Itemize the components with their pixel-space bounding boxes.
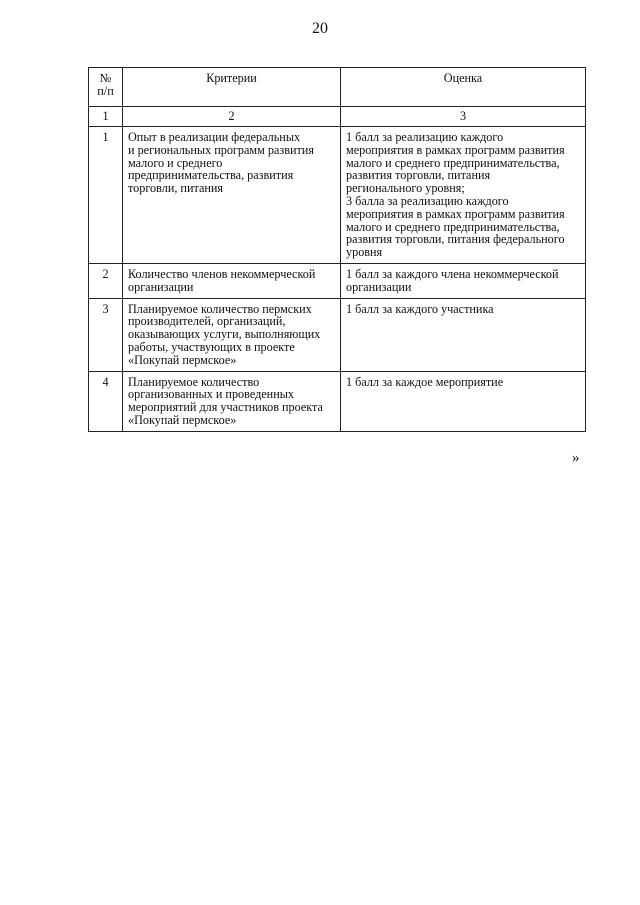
text-line: развития торговли, питания (346, 168, 491, 183)
text-line: предпринимательства, развития (128, 168, 294, 183)
text-line: регионального уровня; (346, 181, 465, 196)
row-score (341, 127, 586, 264)
text-line: производителей, организаций, (128, 314, 286, 329)
table-row (89, 263, 586, 298)
row-number: 4 (89, 371, 123, 431)
closing-quote-mark: » (572, 450, 580, 466)
header-score: Оценка (341, 68, 586, 107)
text-line: № (99, 71, 112, 85)
header-criteria: Критерии (123, 68, 341, 107)
row-criteria (123, 371, 341, 431)
text-line: «Покупай пермское» (128, 412, 237, 427)
text-line: мероприятия в рамках программ развития (346, 206, 565, 221)
text-line: малого и среднего (128, 155, 223, 170)
row-number: 2 (89, 263, 123, 298)
criteria-table (88, 67, 586, 432)
text-line: 1 балл за каждого участника (346, 301, 494, 316)
text-line: и региональных программ развития (128, 142, 314, 157)
text-line: п/п (97, 83, 114, 98)
row-criteria (123, 127, 341, 264)
text-line: малого и среднего предпринимательства, (346, 155, 560, 170)
text-line: Планируемое количество пермских (128, 301, 312, 316)
text-line: оказывающих услуги, выполняющих (128, 327, 321, 342)
row-criteria (123, 263, 341, 298)
column-number: 1 (89, 107, 123, 127)
text-line: 1 балл за каждое мероприятие (346, 374, 504, 389)
text-line: организации (346, 279, 412, 294)
column-number: 3 (341, 107, 586, 127)
text-line: работы, участвующих в проекте (128, 339, 295, 354)
table-header (89, 68, 586, 107)
text-line: торговли, питания (128, 181, 224, 196)
text-line: «Покупай пермское» (128, 352, 237, 367)
text-line: развития торговли, питания федерального (346, 232, 565, 247)
row-number: 3 (89, 298, 123, 371)
text-line: Планируемое количество (128, 374, 260, 389)
table-row (89, 127, 586, 264)
text-line: Количество членов некоммерческой (128, 266, 316, 281)
row-criteria (123, 298, 341, 371)
text-line: Опыт в реализации федеральных (128, 130, 301, 144)
table-row (89, 371, 586, 431)
text-line: 3 балла за реализацию каждого (346, 193, 509, 208)
text-line: малого и среднего предпринимательства, (346, 219, 560, 234)
row-score (341, 371, 586, 431)
text-line: 1 балл за реализацию каждого (346, 130, 504, 144)
row-number: 1 (89, 127, 123, 264)
page-number: 20 (312, 20, 328, 37)
column-number: 2 (123, 107, 341, 127)
text-line: организованных и проведенных (128, 387, 295, 402)
row-score (341, 263, 586, 298)
text-line: мероприятия в рамках программ развития (346, 142, 565, 157)
table-row (89, 298, 586, 371)
text-line: уровня (346, 245, 383, 260)
header-number (89, 68, 123, 107)
text-line: мероприятий для участников проекта (128, 400, 323, 415)
text-line: 1 балл за каждого члена некоммерческой (346, 266, 559, 281)
text-line: организации (128, 279, 194, 294)
row-score (341, 298, 586, 371)
column-number-row (89, 107, 586, 127)
